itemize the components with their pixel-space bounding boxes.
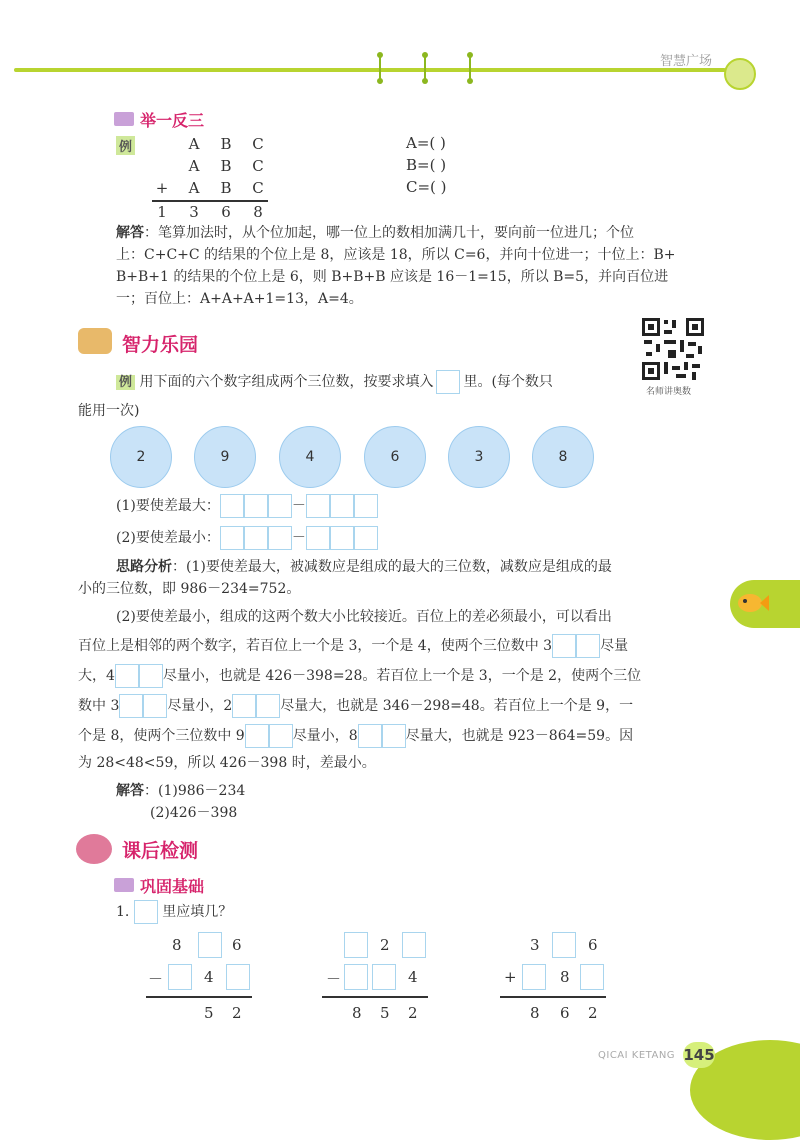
- footer-brand: QICAI KETANG: [598, 1050, 676, 1061]
- answer-box[interactable]: [198, 932, 222, 958]
- answer-blanks: A=( ) B=( ) C=( ): [406, 134, 447, 196]
- subsection-title: 巩固基础: [140, 877, 205, 896]
- answer-block: 解答：(1)986－234 (2)426－398: [116, 783, 246, 821]
- answer-box[interactable]: [226, 964, 250, 990]
- q1-prompt: 1. 里应填几？: [116, 900, 232, 924]
- example-tag: 例: [116, 136, 135, 155]
- section-title-zhili: 智力乐园: [122, 334, 199, 356]
- answer-box[interactable]: [580, 964, 604, 990]
- header-rule: [14, 68, 726, 72]
- binder-pin-icon: [422, 52, 428, 82]
- vertical-addition: A B C A B C + A B C 1 3 6 8: [146, 134, 274, 224]
- answer-box[interactable]: [402, 932, 426, 958]
- answer-box[interactable]: [372, 964, 396, 990]
- qr-caption: 名师讲奥数: [646, 387, 692, 397]
- fish-icon: [734, 588, 770, 618]
- binder-pin-icon: [467, 52, 473, 82]
- section-title-juyi: 举一反三: [140, 111, 205, 130]
- solution-paragraph: 解答：笔算加法时，从个位加起，哪一位上的数相加满几十，要向前一位进几；个位 上：C+C+C 的结果的个位上是 8，应该是 18，所以 C=6，并向十位进一；十位上：B+ B+B+1 的结果的个位上是 6，则 B+B+B 应该是 16－1=15，所以 B=5，并向百位进 一；百位上：A+A+A+1=13，A=4。: [116, 225, 676, 307]
- book-icon: [114, 112, 134, 126]
- binder-pin-icon: [377, 52, 383, 82]
- mascot-logo-icon: [724, 58, 756, 90]
- monster-mascot-icon: [76, 834, 112, 864]
- page-number: 145: [683, 1042, 715, 1068]
- book-icon: [114, 878, 134, 892]
- digit-circle: 3: [448, 426, 510, 488]
- qr-code-icon: [640, 316, 706, 382]
- answer-box[interactable]: [168, 964, 192, 990]
- example-question-cont: 能用一次): [78, 403, 140, 419]
- answer-box[interactable]: [344, 964, 368, 990]
- digit-circle: 8: [532, 426, 594, 488]
- answer-box[interactable]: [552, 932, 576, 958]
- q2-min-diff: (2)要使差最小： －: [116, 526, 378, 550]
- digit-circle: 2: [110, 426, 172, 488]
- thinking-cartoon-icon: [78, 328, 112, 354]
- digit-circle: 6: [364, 426, 426, 488]
- q1-max-diff: (1)要使差最大： －: [116, 494, 378, 518]
- example-question: 例 用下面的六个数字组成两个三位数，按要求填入 里。(每个数只: [116, 370, 636, 394]
- answer-box[interactable]: [344, 932, 368, 958]
- analysis-paragraph: 思路分析：(1)要使差最大，被减数应是组成的最大的三位数，减数应是组成的最 小的三位数，即 986－234=752。 (2)要使差最小，组成的这两个数大小比较接近。百位上的差必须最小，可以看出 百位上是相邻的两个数字，若百位上一个是 3，一个是 4，使两个三位数中 3 尽量 大，4 尽量小，也就是 426－398=28。若百位上一个是 3，一个是 2，使两个三位 数中 3 尽量小，2 尽量大，也就是 346－298=48。若百位上一个是 9，一 个是 8，使两个三位数中 9 尽量小，8 尽量大，也就是 923－864=59。因 为 28<48<59，所以 426－398 时，差最小。: [78, 559, 642, 771]
- header-title: 智慧广场: [660, 54, 713, 69]
- digit-circle: 9: [194, 426, 256, 488]
- answer-box[interactable]: [522, 964, 546, 990]
- section-title-kehou: 课后检测: [122, 840, 199, 862]
- digit-circle: 4: [279, 426, 341, 488]
